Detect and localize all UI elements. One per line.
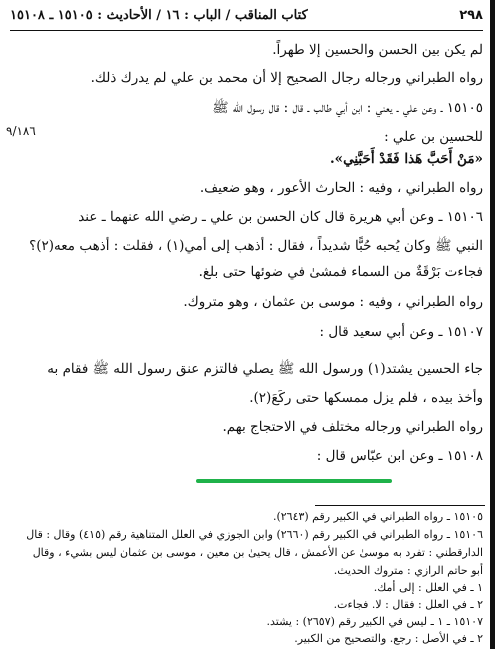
scan-edge-bar [490,0,495,649]
footnote: ٢ ـ في الأصل : رجع. والتصحيح من الكبير. [294,632,483,645]
footnote: ١ ـ في العلل : إلى أمك. [373,581,483,594]
body-line: النبي ﷺ وكان يُحبه حُبًّا شديداً ، فقال : أذهب إلى أمي(١) ، فقلت : أذهب معه(٢)؟ [29,238,483,254]
footnote: الدارقطني : تفرد به موسىٰ عن الأعمش ، قال يحيىٰ بن معين ، موسى بن عثمان ليس بشيء ، وقال [32,546,483,559]
body-line: جاء الحسين يشتد(١) ورسول الله ﷺ يصلي فالتزم عنق رسول الله ﷺ فقام به [47,361,483,377]
hadith-15107: ١٥١٠٧ ـ وعن أبي سعيد قال : [319,324,483,340]
margin-reference: ٩/١٨٦ [6,124,36,138]
body-line: رواه الطبراني ، وفيه : موسى بن عثمان ، وهو متروك. [183,294,483,310]
body-line: رواه الطبراني ، وفيه : الحارث الأعور ، وهو ضعيف. [199,180,483,196]
body-line: فجاءت بَرْقَةٌ من السماء فمشىٰ في ضوئها حتى بلغ. [198,264,483,280]
page-header [10,4,483,31]
footnote: ١٥١٠٧ ـ ١ ـ ليس في الكبير رقم (٢٦٥٧) : يشتد. [266,615,483,628]
footnote: ١٥١٠٥ ـ رواه الطبراني في الكبير رقم (٢٦٤٣). [272,510,483,523]
hadith-15105: ١٥١٠٥ ـ وعن علي ـ يعني : ابن أبي طالب ـ قال : قال رسول الله ﷺ [212,100,483,116]
prophetic-saying: «مَنْ أَحَبَّ هَذا فَقَدْ أَحَبَّنِي». [329,151,483,167]
hadith-15106: ١٥١٠٦ ـ وعن أبي هريرة قال كان الحسن بن علي ـ رضي الله عنهما ـ عند [78,209,483,225]
footnote-separator [315,505,485,506]
hadith-15108: ١٥١٠٨ ـ وعن ابن عبّاس قال : [316,448,483,464]
running-title: كتاب المناقب / الباب : ١٦ / الأحاديث : ١٥١٠٥ ـ ١٥١٠٨ [10,8,308,23]
body-line: رواه الطبراني ورجاله رجال الصحيح إلا أن محمد بن علي لم يدرك ذلك. [90,70,483,86]
footnote: ١٥١٠٦ ـ رواه الطبراني في الكبير رقم (٢٦٦٠) وابن الجوزي في العلل المتناهية رقم (٤١٥) وقال : قال [26,528,483,541]
footnote: أبو حاتم الرازي : متروك الحديث. [333,564,483,577]
body-line: رواه الطبراني ورجاله مختلف في الاحتجاج بهم. [222,419,483,435]
body-line: وأخذ بيده ، فلم يزل ممسكها حتى ركَعَ(٢). [249,390,483,406]
highlight-underline [196,479,392,483]
body-line: للحسين بن علي : [384,129,483,145]
footnote: ٢ ـ في العلل : فقال : لا. فجاءت. [333,598,483,611]
page-number: ٢٩٨ [459,8,483,23]
body-line: لم يكن بين الحسن والحسين إلا طهراً. [272,42,483,58]
